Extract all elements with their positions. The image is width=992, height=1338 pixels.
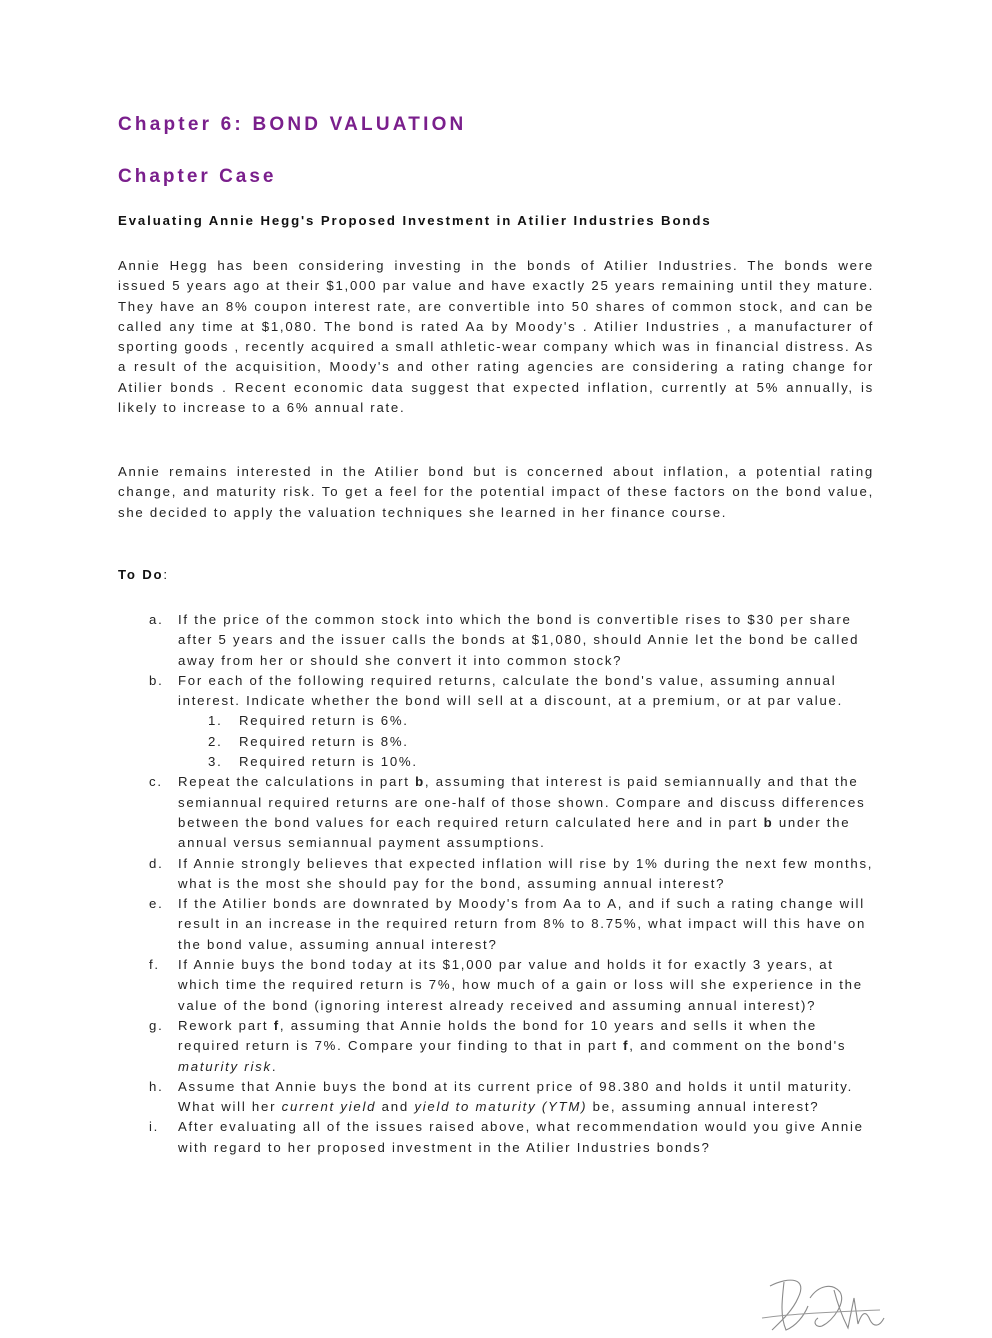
text-run: Assume that Annie buys the bond at its current price of 98.380 and holds it until maturity. What will her — [178, 1078, 854, 1115]
list-item-e — [118, 894, 878, 955]
list-marker: f. — [149, 957, 160, 973]
list-marker: h. — [149, 1078, 164, 1094]
text-run: , assuming that interest is paid semiannually and that the semiannual required returns are one-half of those shown. Compare and discuss differences between the bond values for each required return calculated here and in part — [178, 774, 866, 830]
list-marker: e. — [149, 896, 164, 912]
sublist-number: 1. — [208, 713, 223, 729]
list-item-h — [118, 1077, 878, 1118]
sublist-number: 3. — [208, 754, 223, 770]
sublist-text: Required return is 6%. — [239, 713, 409, 729]
case-title: Evaluating Annie Hegg's Proposed Investment in Atilier Industries Bonds — [118, 213, 712, 228]
list-marker: a. — [149, 612, 164, 627]
bold-ref: f — [623, 1038, 630, 1054]
todo-heading — [118, 567, 169, 582]
italic-term: current yield — [281, 1099, 377, 1115]
section-title: Chapter Case — [118, 166, 277, 187]
required-returns-sublist — [178, 711, 878, 772]
sublist-item — [178, 752, 878, 772]
list-marker: b. — [149, 672, 164, 688]
sublist-item — [178, 711, 878, 731]
list-item-a — [118, 610, 878, 671]
text-run: , and comment on the bond's — [629, 1038, 847, 1054]
chapter-title: Chapter 6: BOND VALUATION — [118, 114, 467, 135]
italic-term: yield to maturity (YTM) — [414, 1099, 588, 1115]
sublist-text: Required return is 8%. — [239, 733, 409, 749]
concern-paragraph: Annie remains interested in the Atilier bond but is concerned about inflation, a potential rating change, and maturity risk. To get a feel for the potential impact of these factors on the bond value, she decided to apply the valuation techniques she learned in her finance course. — [118, 464, 874, 520]
list-item-i — [118, 1117, 878, 1158]
list-item-c — [118, 772, 878, 853]
list-marker: g. — [149, 1017, 164, 1033]
list-item-b — [118, 671, 878, 772]
task-list — [118, 610, 878, 1158]
sublist-item — [178, 732, 878, 752]
todo-colon: : — [163, 567, 169, 582]
list-item-text: If Annie strongly believes that expected inflation will rise by 1% during the next few months, what is the most she should pay for the bond, assuming annual interest? — [178, 855, 874, 891]
bold-ref: b — [415, 774, 425, 790]
text-run: Rework part — [178, 1017, 274, 1033]
sublist-text: Required return is 10%. — [239, 754, 418, 770]
sublist-number: 2. — [208, 733, 223, 749]
list-marker: c. — [149, 774, 163, 790]
list-marker: d. — [149, 855, 164, 871]
list-item-text: If Annie buys the bond today at its $1,000 par value and holds it for exactly 3 years, at which time the required return is 7%, how much of a gain or loss will she experience in the value of the bond (ignoring interest already received and assuming annual interest)? — [178, 957, 863, 1013]
list-marker: i. — [149, 1119, 160, 1135]
list-item-d — [118, 854, 878, 895]
handwritten-signature — [760, 1268, 890, 1338]
text-run: , assuming that Annie holds the bond for 10 years and sells it when the required return is 7%. Compare your finding to that in part — [178, 1017, 817, 1054]
italic-term: maturity risk — [178, 1058, 272, 1074]
list-item-text: If the Atilier bonds are downrated by Moody's from Aa to A, and if such a rating change will result in an increase in the required return from 8% to 8.75%, what impact will this have on the bond value, assuming annual interest? — [178, 896, 867, 952]
text-run: . — [271, 1058, 278, 1074]
text-run: and — [376, 1099, 415, 1115]
text-run: under the annual versus semiannual payment assumptions. — [178, 814, 851, 851]
list-item-g — [118, 1016, 878, 1077]
list-item-text: For each of the following required returns, calculate the bond's value, assuming annual interest. Indicate whether the bond will sell at a discount, at a premium, or at par value. — [178, 672, 844, 709]
bold-ref: f — [273, 1017, 280, 1033]
list-item-text: After evaluating all of the issues raised above, what recommendation would you give Annie with regard to her proposed investment in the Atilier Industries bonds? — [178, 1119, 864, 1155]
list-item-f — [118, 955, 878, 1016]
text-run: be, assuming annual interest? — [587, 1099, 820, 1115]
bold-ref: b — [763, 814, 774, 830]
list-item-text: If the price of the common stock into which the bond is convertible rises to $30 per share after 5 years and the issuer calls the bonds at $1,080, should Annie let the bond be called away from her or should she convert it into common stock? — [178, 612, 860, 668]
todo-label: To Do — [118, 567, 164, 582]
intro-paragraph: Annie Hegg has been considering investing in the bonds of Atilier Industries. The bonds were issued 5 years ago at their $1,000 par value and have exactly 25 years remaining until they mature. They have an 8% coupon interest rate, are convertible into 50 shares of common stock, and can be called any time at $1,080. The bond is rated Aa by Moody's . Atilier Industries , a manufacturer of sporting goods , recently acquired a small athletic-wear company which was in financial distress. As a result of the acquisition, Moody's and other rating agencies are considering a rating change for Atilier bonds . Recent economic data suggest that expected inflation, currently at 5% annually, is likely to increase to a 6% annual rate. — [118, 258, 874, 416]
text-run: Repeat the calculations in part — [178, 774, 416, 790]
